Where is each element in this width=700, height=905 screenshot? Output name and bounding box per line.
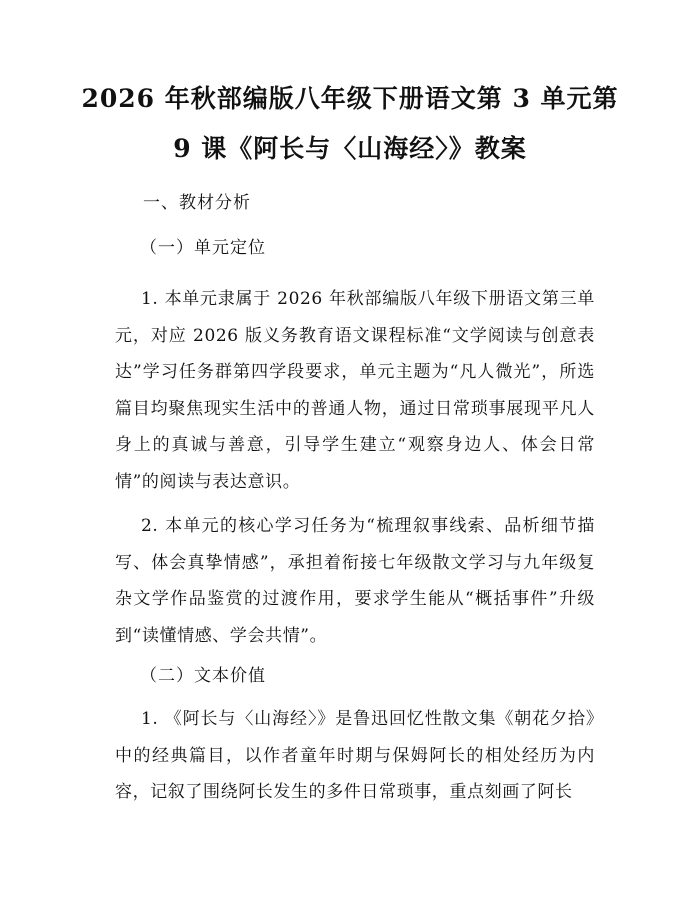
section-heading-analysis: 一、教材分析 [143,193,251,213]
subsection-heading-unit-position: （一）单元定位 [140,238,266,258]
paragraph-unit-position-1: 1. 本单元隶属于 2026 年秋部编版八年级下册语文第三单元，对应 2026 版义务教育语文课程标准“文学阅读与创意表达”学习任务群第四学段要求，单元主题为“凡人微光”，所选篇目均聚焦现实生活中的普通人物，通过日常琐事展现平凡人身上的真诚与善意，引导学生建立“观察身边人、体会日常情”的阅读与表达意识。 [115,289,595,492]
document-title-line-1: 2026 年秋部编版八年级下册语文第 3 单元第 [81,84,619,113]
paragraph-unit-position-2: 2. 本单元的核心学习任务为“梳理叙事线索、品析细节描写、体会真挚情感”，承担着衔接七年级散文学习与九年级复杂文学作品鉴赏的过渡作用，要求学生能从“概括事件”升级到“读懂情感、学会共情”。 [115,516,595,646]
paragraph-text-value-1: 1. 《阿长与〈山海经〉》是鲁迅回忆性散文集《朝花夕拾》中的经典篇目，以作者童年时期与保姆阿长的相处经历为内容，记叙了围绕阿长发生的多件日常琐事，重点刻画了阿长 [115,709,595,802]
document-title-line-2: 9 课《阿长与〈山海经〉》教案 [173,134,527,163]
subsection-heading-text-value: （二）文本价值 [140,666,266,686]
